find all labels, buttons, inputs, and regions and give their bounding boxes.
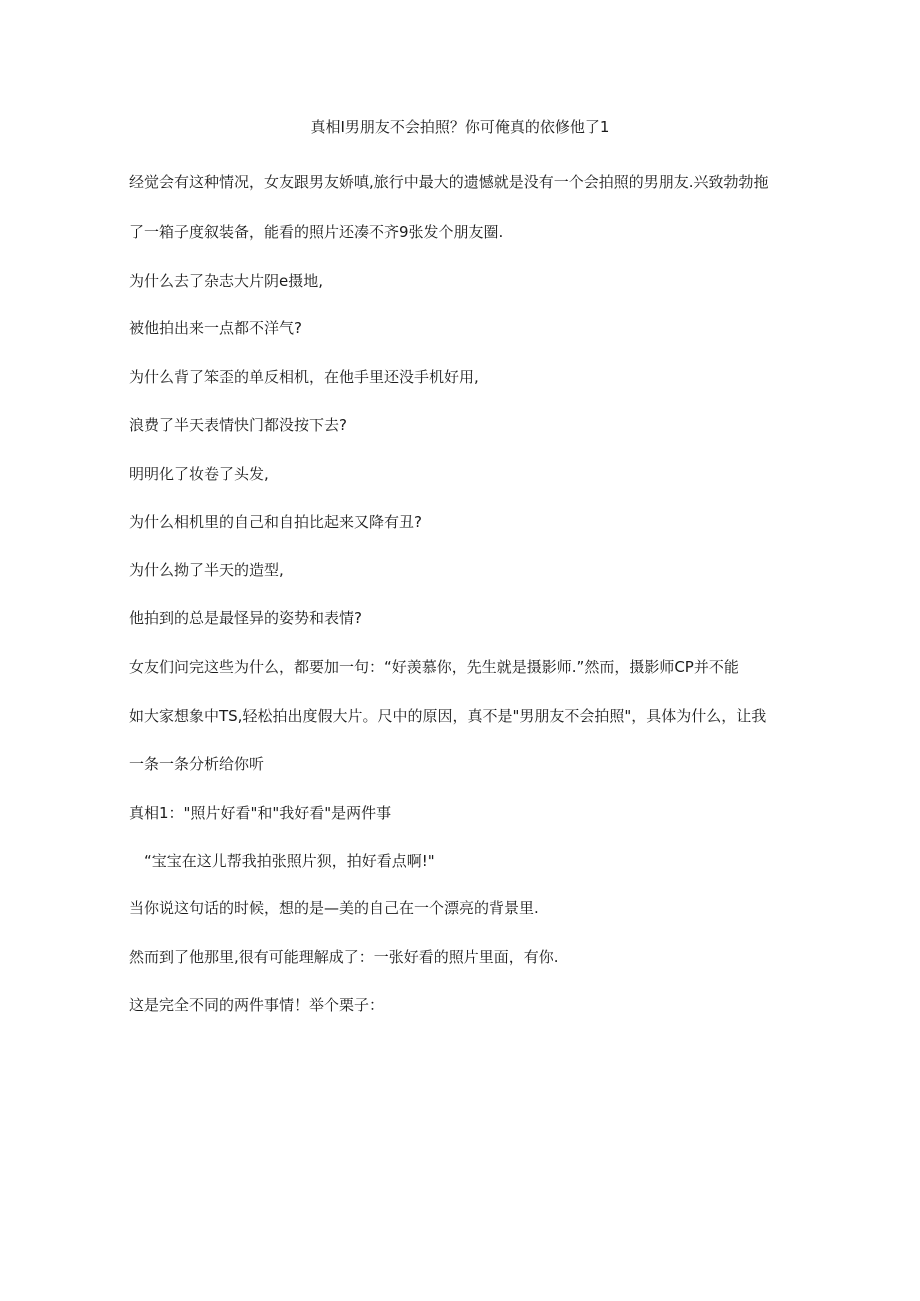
paragraph-line: 为什么背了笨歪的单反相机，在他手里还没手机好用,: [129, 368, 479, 386]
paragraph-line: 女友们问完这些为什么，都要加一句：“好羡慕你，先生就是摄影师.”然而，摄影师CP并不能: [129, 658, 739, 676]
paragraph-line: 了一箱子度叙装备，能看的照片还凑不齐9张发个朋友圈.: [129, 223, 504, 241]
document-title: 真相I男朋友不会拍照？你可俺真的依修他了1: [310, 118, 610, 136]
paragraph-line: 为什么相机里的自己和自拍比起来又降有丑?: [129, 513, 422, 531]
paragraph-line: 为什么拗了半天的造型,: [129, 561, 284, 579]
paragraph-line: 然而到了他那里,很有可能理解成了：一张好看的照片里面，有你.: [129, 948, 559, 966]
paragraph-line: 为什么去了杂志大片阴e摄地,: [129, 272, 323, 290]
paragraph-line: 浪费了半天表情快门都没按下去?: [129, 416, 347, 434]
paragraph-line: 一条一条分析给你听: [129, 755, 265, 773]
quote-line: “宝宝在这儿帮我拍张照片狈，拍好看点啊!": [144, 852, 435, 870]
paragraph-line: 这是完全不同的两件事情！举个栗子：: [129, 996, 385, 1014]
paragraph-line: 他拍到的总是最怪异的姿势和表情?: [129, 609, 362, 627]
paragraph-line: 明明化了妆卷了头发,: [129, 465, 269, 483]
section-heading: 真相1："照片好看"和"我好看"是两件事: [129, 804, 392, 822]
paragraph-line: 经觉会有这种情况，女友跟男友娇嗔,旅行中最大的遗憾就是没有一个会拍照的男朋友.兴致勃勃拖: [129, 173, 769, 191]
paragraph-line: 当你说这句话的时候，想的是—美的自己在一个漂亮的背景里.: [129, 899, 539, 917]
paragraph-line: 如大家想象中TS,轻松拍出度假大片。尺中的原因，真不是"男朋友不会拍照"，具体为什么，让我: [129, 707, 767, 725]
paragraph-line: 被他拍出来一点都不洋气?: [129, 319, 302, 337]
